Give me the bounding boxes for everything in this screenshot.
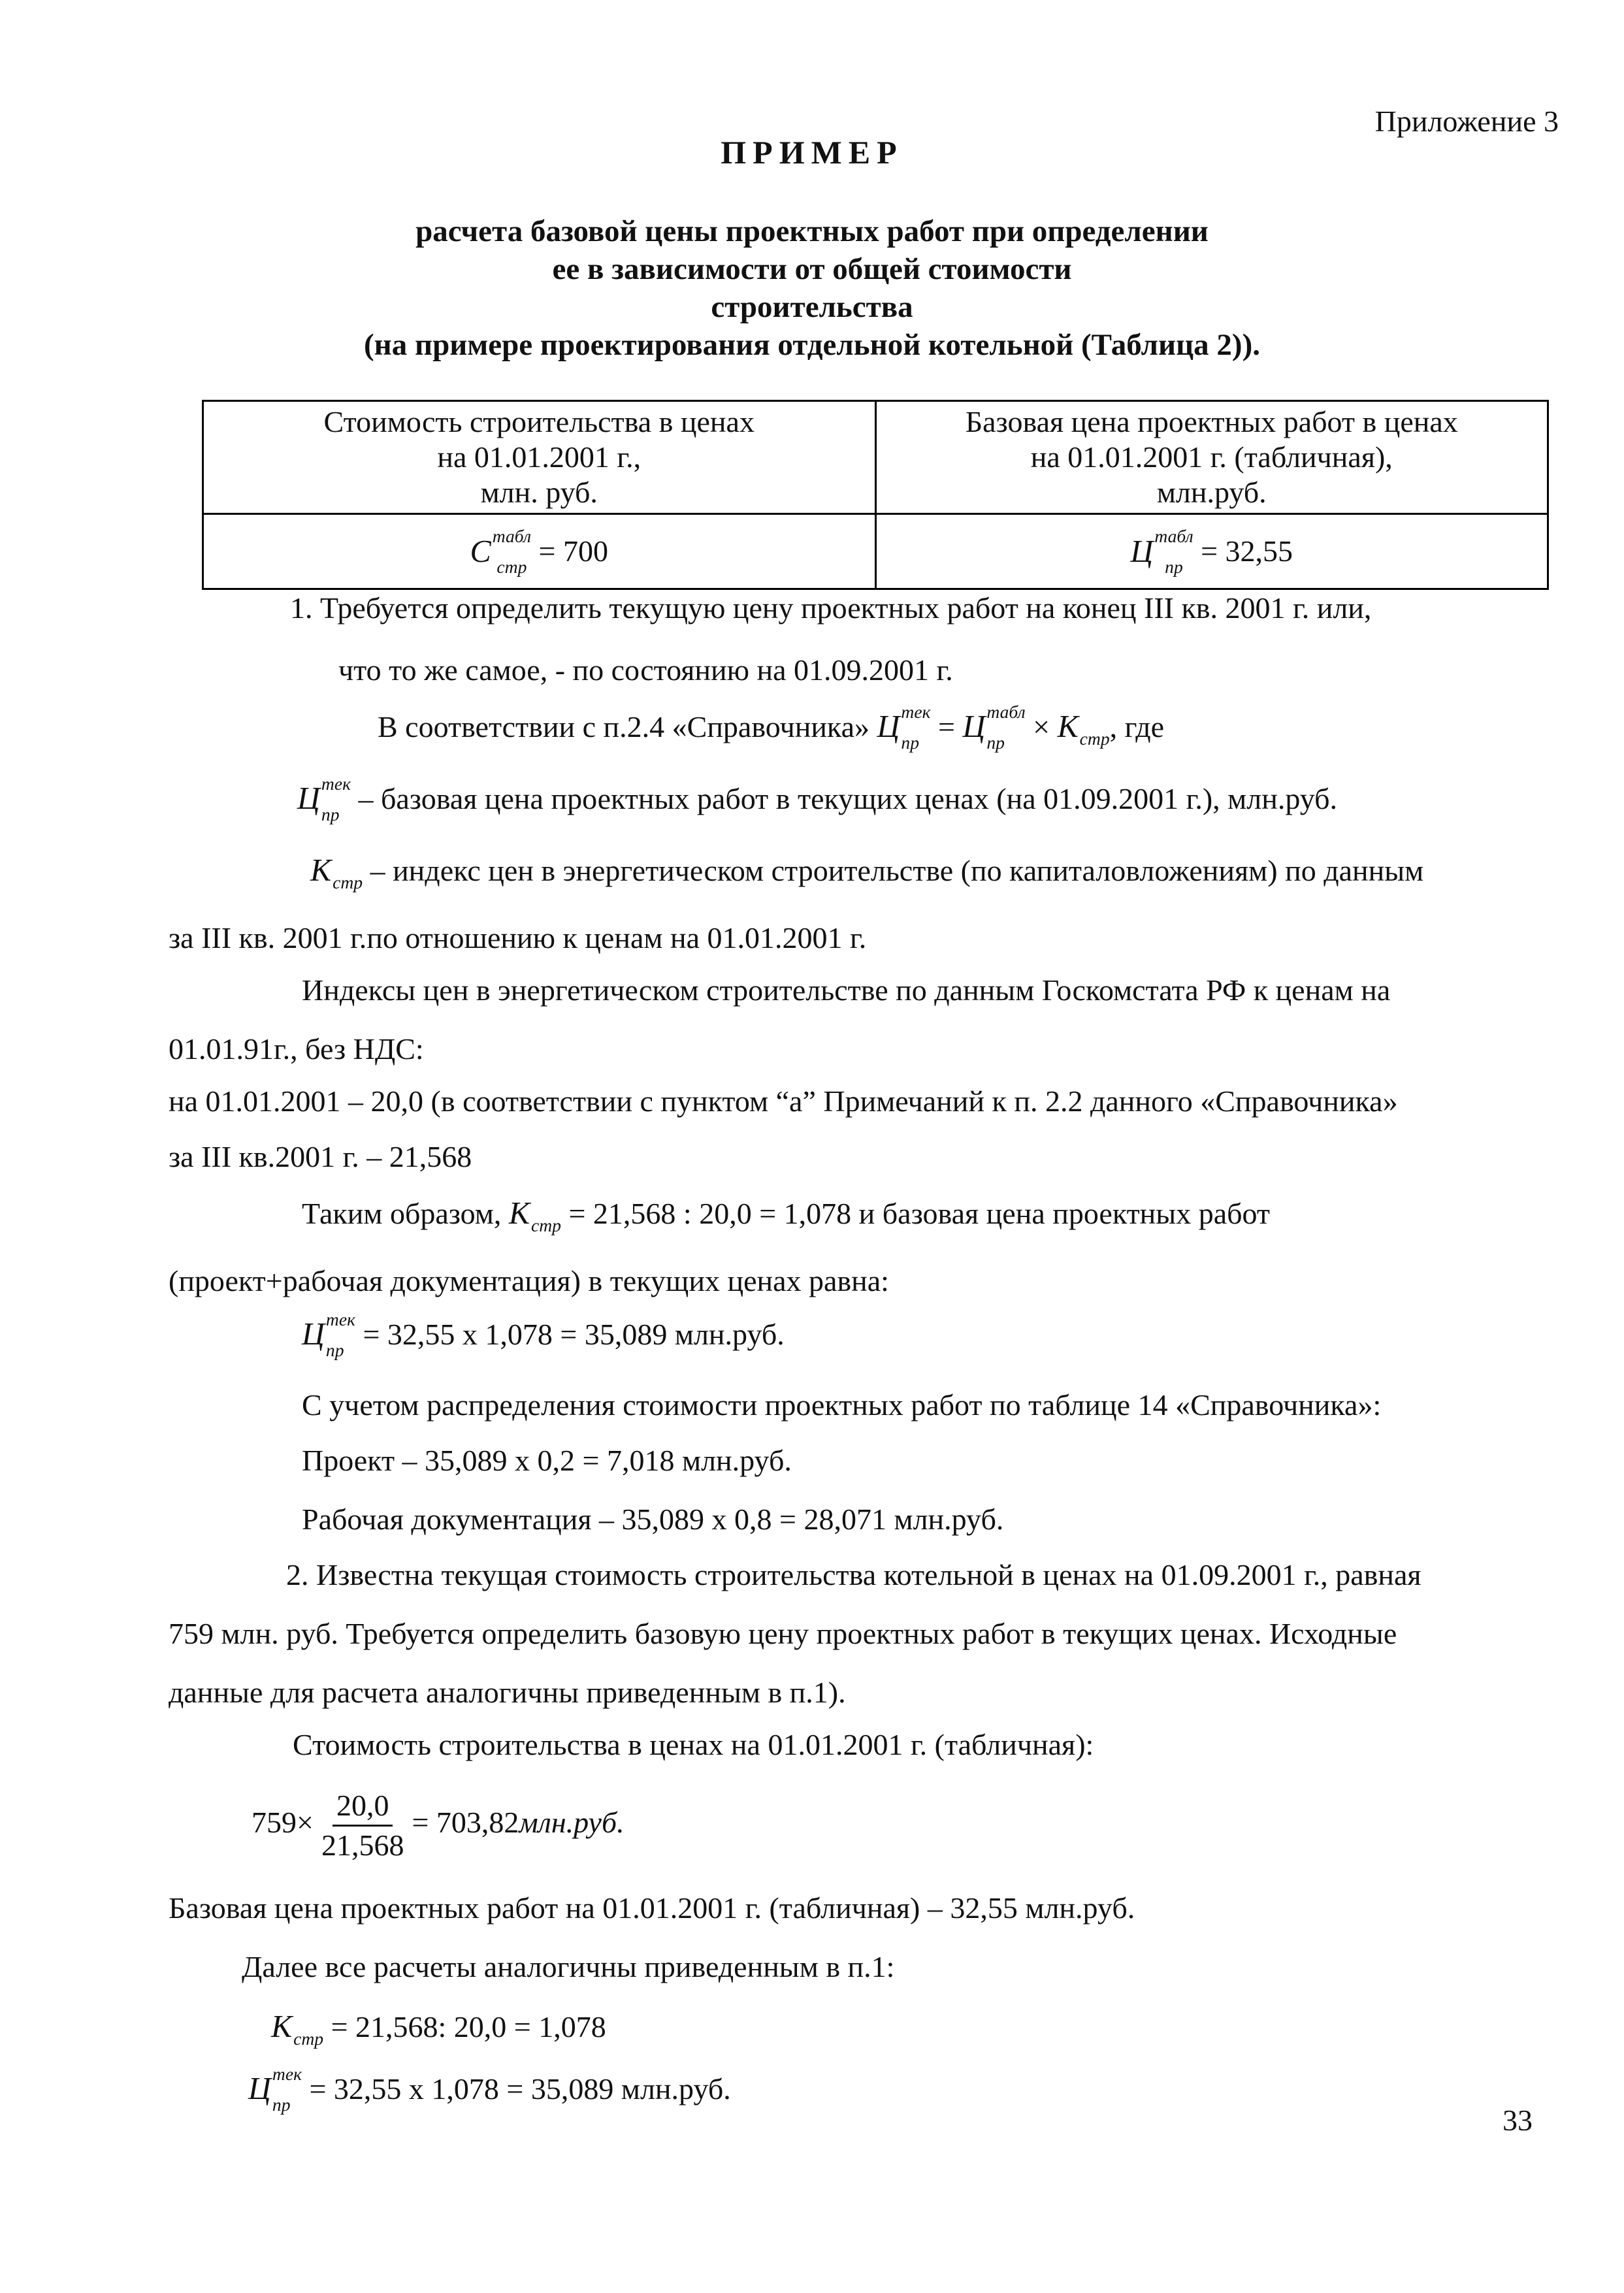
text-line: 1. Требуется определить текущую цену проектных работ на конец III кв. 2001 г. или, [290,591,1372,625]
formula-line: К стр = 21,568: 20,0 = 1,078 [271,2009,606,2049]
text-line: за III кв.2001 г. – 21,568 [169,1140,472,1173]
fraction-formula: 759× $\frac{20,0}{21,568}$ = 703,82млн.руб. [252,1787,625,1864]
page-number: 33 [1502,2104,1533,2137]
formula-line: В соответствии с п.2.4 «Справочника» Ц тек пр = Ц табл пр × К стр , где [378,701,1165,753]
symbol-k-str: К стр [271,2009,324,2049]
table-header-row [203,401,1548,514]
fraction: $\frac{20,0}{21,568}$ [317,1787,408,1864]
subtitle-line: расчета базовой цены проектных работ при определении [415,214,1209,248]
subtitle-block [0,212,1624,364]
text-line: (проект+рабочая документация) в текущих ценах равна: [169,1264,889,1297]
symbol-k-str: К стр [508,1196,561,1236]
text-line: Индексы цен в энергетическом строительстве по данным Госкомстата РФ к ценам на [302,973,1391,1007]
text-line: Рабочая документация – 35,089 х 0,8 = 28,071 млн.руб. [302,1503,1004,1536]
symbol-ts-tabl-pr: Ц табл пр [1130,525,1194,577]
symbol-k-str: К стр [1057,709,1110,749]
symbol-ts-tabl-pr: Ц табл пр [962,701,1026,753]
symbol-k-str: К стр [310,853,363,893]
formula-line: Таким образом, К стр = 21,568 : 20,0 = 1,078 и базовая цена проектных работ [302,1196,1271,1236]
text-line: 759 млн. руб. Требуется определить базовую цену проектных работ в текущих ценах. Исходные [169,1617,1397,1650]
symbol-c-tabl-str: C табл стр [470,525,532,577]
text-line: Базовая цена проектных работ на 01.01.2001 г. (табличная) – 32,55 млн.руб. [169,1891,1135,1925]
text-line: данные для расчета аналогичны приведенным в п.1). [169,1676,846,1709]
symbol-ts-tek-pr: Ц тек пр [248,2063,302,2115]
text-line: на 01.01.2001 – 20,0 (в соответствии с пунктом “а” Примечаний к п. 2.2 данного «Справочника» [169,1084,1398,1118]
table-header-price: Базовая цена проектных работ в ценах на 01.01.2001 г. (табличная), млн.руб. [875,401,1548,514]
page-title: ПРИМЕР [721,134,903,171]
appendix-label: Приложение 3 [1374,105,1559,138]
text-line: за III кв. 2001 г.по отношению к ценам на 01.01.2001 г. [169,921,867,954]
base-price-table [202,400,1549,590]
symbol-ts-tek-pr: Ц тек пр [302,1309,355,1360]
formula-line: Ц тек пр = 32,55 х 1,078 = 35,089 млн.руб. [248,2063,731,2115]
symbol-ts-tek-pr: Ц тек пр [297,773,351,824]
table-cell-price-value [875,514,1548,589]
cost-value: = 700 [538,534,608,568]
table-row [203,514,1548,589]
symbol-ts-tek-pr: Ц тек пр [877,701,931,753]
text-line: Стоимость строительства в ценах на 01.01.2001 г. (табличная): [293,1728,1094,1761]
price-value: = 32,55 [1201,534,1293,568]
definition-line: К стр – индекс цен в энергетическом строительстве (по капиталовложениям) по данным [310,853,1424,893]
formula-line: Ц тек пр = 32,55 х 1,078 = 35,089 млн.руб. [302,1309,785,1360]
subtitle-line: строительства [711,290,913,324]
subtitle-line: ее в зависимости от общей стоимости [552,252,1072,286]
text-line: Проект – 35,089 х 0,2 = 7,018 млн.руб. [302,1444,792,1477]
text-line: С учетом распределения стоимости проектных работ по таблице 14 «Справочника»: [302,1388,1382,1422]
table-cell-cost-value [203,514,876,589]
text-line: Далее все расчеты аналогичны приведенным в п.1: [242,1950,895,1983]
text-line: что то же самое, - по состоянию на 01.09.2001 г. [338,653,953,687]
subtitle-line: (на примере проектирования отдельной котельной (Таблица 2)). [364,328,1260,362]
text-line: 2. Известна текущая стоимость строительства котельной в ценах на 01.09.2001 г., равная [286,1558,1421,1591]
text-line: 01.01.91г., без НДС: [169,1032,424,1065]
table-header-cost: Стоимость строительства в ценах на 01.01.2001 г., млн. руб. [203,401,876,514]
definition-line: Ц тек пр – базовая цена проектных работ в текущих ценах (на 01.09.2001 г.), млн.руб. [297,773,1338,824]
